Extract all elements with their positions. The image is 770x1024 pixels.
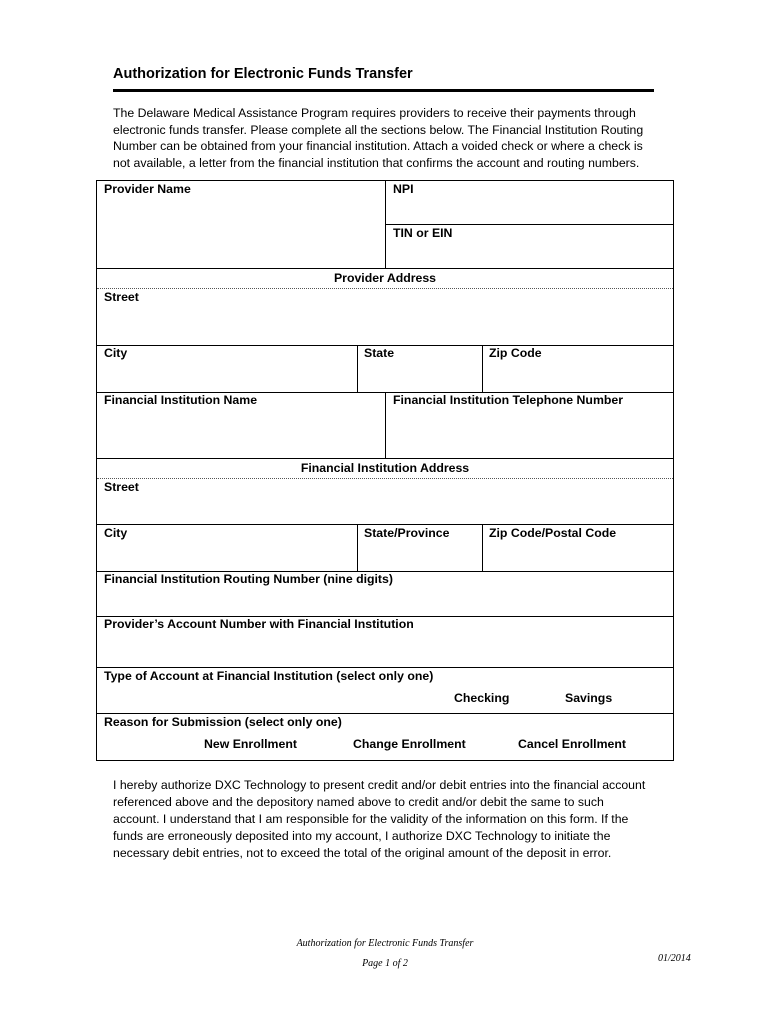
divider: [97, 524, 673, 525]
checking-option[interactable]: Checking: [454, 691, 510, 705]
intro-paragraph: [113, 105, 658, 171]
new-enrollment-option[interactable]: New Enrollment: [204, 737, 297, 751]
tin-ein-field[interactable]: TIN or EIN: [393, 226, 453, 240]
divider: [385, 224, 673, 225]
provider-address-heading: Provider Address: [333, 271, 437, 285]
intro-line: electronic funds transfer. Please complete all the sections below. The Financial Institution Routing: [113, 122, 644, 137]
divider: [357, 345, 358, 392]
footer-title: Authorization for Electronic Funds Transfer: [296, 938, 474, 949]
divider: [482, 524, 483, 571]
fi-address-heading: Financial Institution Address: [300, 461, 470, 475]
npi-field[interactable]: NPI: [393, 182, 414, 196]
fi-city-field[interactable]: City: [104, 526, 128, 540]
intro-line: The Delaware Medical Assistance Program requires providers to receive their payments through: [113, 106, 636, 120]
fi-street-field[interactable]: Street: [104, 480, 139, 494]
divider: [97, 268, 673, 269]
authorization-line: necessary debit entries, not to exceed the total of the original amount of the deposit in error.: [113, 846, 612, 860]
authorization-line: I hereby authorize DXC Technology to present credit and/or debit entries into the financial account: [113, 778, 646, 792]
change-enrollment-option[interactable]: Change Enrollment: [353, 737, 466, 751]
divider: [97, 713, 673, 714]
fi-state-field[interactable]: State/Province: [364, 526, 450, 540]
eft-form-table: [96, 180, 674, 761]
fi-phone-field[interactable]: Financial Institution Telephone Number: [393, 393, 624, 407]
intro-line: Number can be obtained from your financial institution. Attach a voided check or where a check is: [113, 139, 643, 153]
savings-option[interactable]: Savings: [565, 691, 613, 705]
account-type-label: Type of Account at Financial Institution (select only one): [104, 669, 434, 683]
divider: [97, 458, 673, 459]
revision-date: 01/2014: [658, 953, 691, 964]
divider: [97, 667, 673, 668]
divider: [357, 524, 358, 571]
cancel-enrollment-option[interactable]: Cancel Enrollment: [518, 737, 626, 751]
routing-number-field[interactable]: Financial Institution Routing Number (nine digits): [104, 572, 393, 586]
fi-zip-field[interactable]: Zip Code/Postal Code: [489, 526, 617, 540]
divider: [97, 478, 673, 479]
page-title: Authorization for Electronic Funds Transfer: [113, 66, 413, 82]
account-number-field[interactable]: Provider’s Account Number with Financial Institution: [104, 617, 414, 631]
provider-name-field[interactable]: Provider Name: [104, 182, 191, 196]
provider-city-field[interactable]: City: [104, 346, 128, 360]
authorization-statement: [113, 777, 658, 862]
divider: [482, 345, 483, 392]
reason-label: Reason for Submission (select only one): [104, 715, 342, 729]
provider-zip-field[interactable]: Zip Code: [489, 346, 542, 360]
authorization-line: referenced above and the depository named above to credit and/or debit the same to such: [113, 795, 604, 809]
provider-street-field[interactable]: Street: [104, 290, 139, 304]
divider: [385, 392, 386, 458]
page-number: Page 1 of 2: [362, 958, 408, 969]
title-underline: [113, 89, 654, 92]
divider: [97, 288, 673, 289]
authorization-line: funds are erroneously deposited into my account, I authorize DXC Technology to initiate the: [113, 829, 611, 843]
provider-state-field[interactable]: State: [364, 346, 395, 360]
authorization-line: account. I understand that I am responsible for the validity of the information on this form. If the: [113, 812, 629, 826]
fi-name-field[interactable]: Financial Institution Name: [104, 393, 258, 407]
intro-line: not available, a letter from the financial institution that confirms the account and routing numbers.: [113, 155, 640, 170]
